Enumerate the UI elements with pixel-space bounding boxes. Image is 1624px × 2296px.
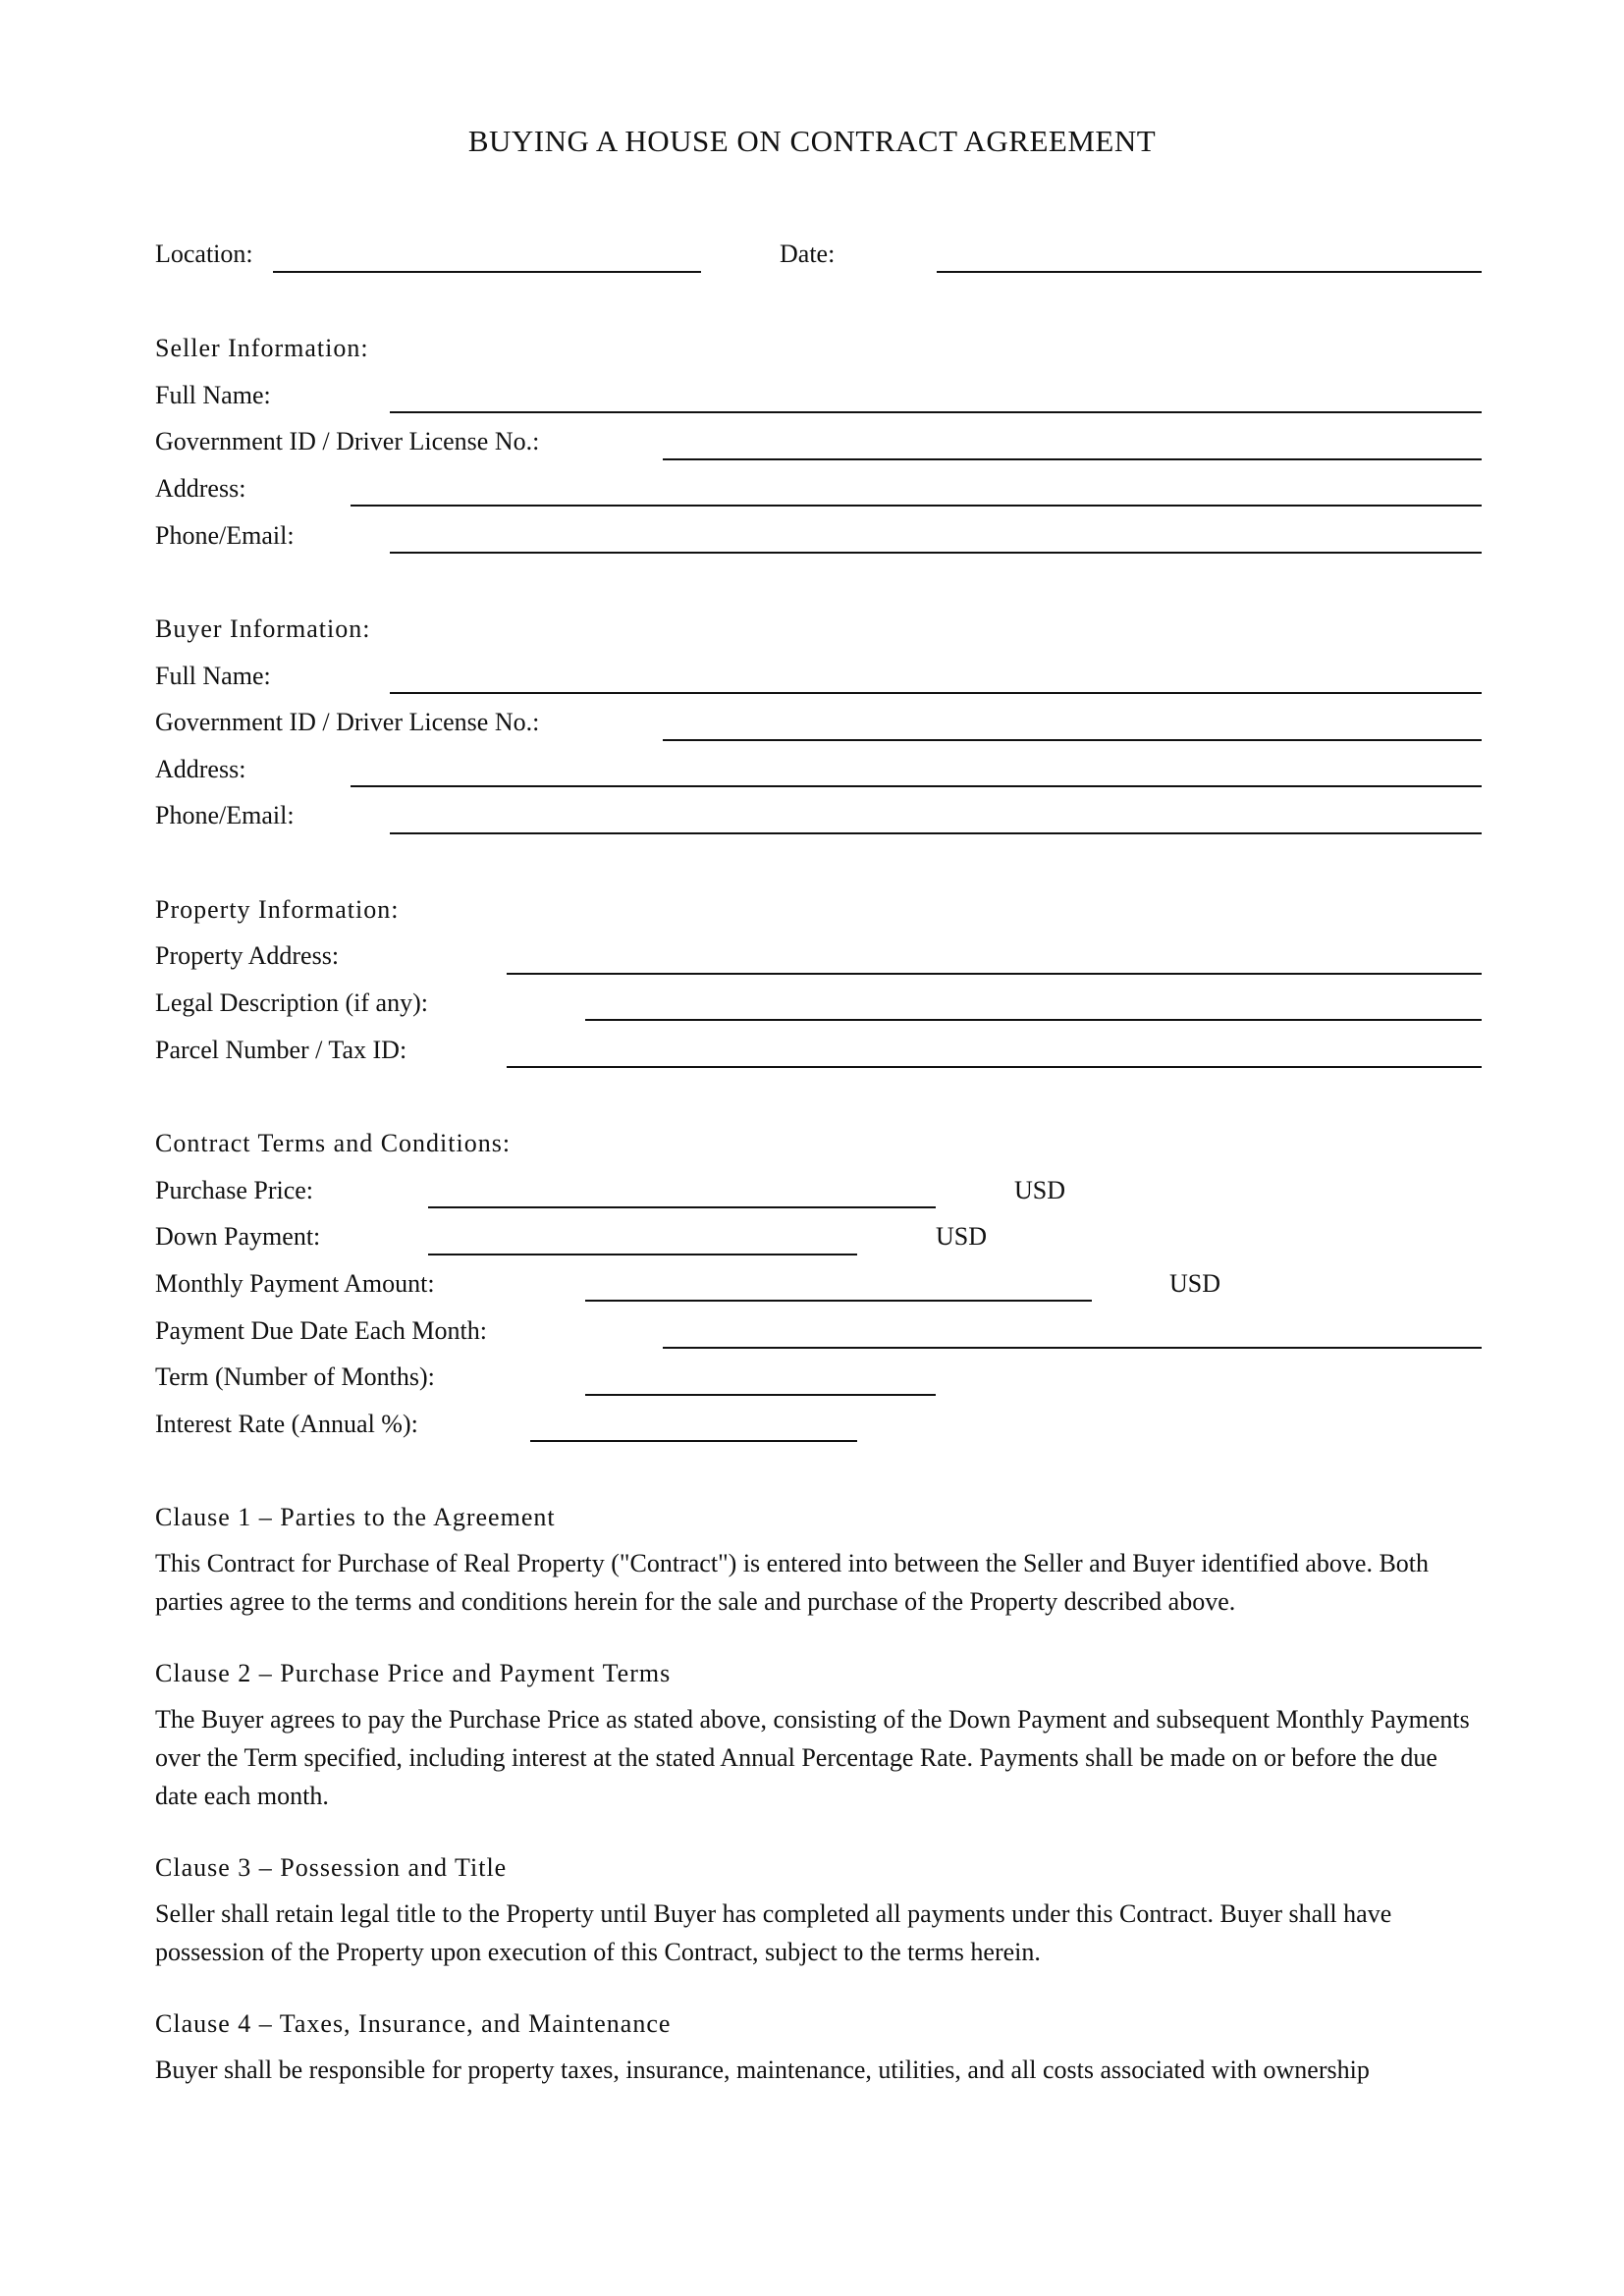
buyer-heading: Buyer Information: [155, 614, 371, 643]
clause-2-heading: Clause 2 – Purchase Price and Payment Terms [155, 1659, 672, 1687]
seller-address-label: Address: [155, 474, 246, 503]
seller-full-name-label: Full Name: [155, 381, 271, 409]
down-payment-field[interactable] [428, 1254, 857, 1255]
clause-1-heading: Clause 1 – Parties to the Agreement [155, 1503, 556, 1531]
seller-phone-email-label: Phone/Email: [155, 521, 295, 550]
location-field[interactable] [273, 271, 701, 273]
purchase-price-label: Purchase Price: [155, 1176, 314, 1204]
buyer-address-label: Address: [155, 755, 246, 783]
parcel-number-label: Parcel Number / Tax ID: [155, 1036, 407, 1064]
clause-1-text: This Contract for Purchase of Real Property ("Contract") is entered into between the Seller and Buyer identified above. Both parties agree to the terms and conditions herein for the sale and purchase of the Property described above. [155, 1549, 1430, 1616]
clause-4-heading: Clause 4 – Taxes, Insurance, and Maintenance [155, 2009, 672, 2038]
monthly-payment-label: Monthly Payment Amount: [155, 1269, 435, 1298]
seller-heading: Seller Information: [155, 334, 369, 362]
terms-heading: Contract Terms and Conditions: [155, 1129, 512, 1157]
legal-description-field[interactable] [585, 1019, 1482, 1021]
location-label: Location: [155, 240, 253, 268]
clause-3-heading: Clause 3 – Possession and Title [155, 1853, 508, 1882]
buyer-gov-id-field[interactable] [663, 739, 1482, 741]
down-payment-label: Down Payment: [155, 1222, 321, 1251]
seller-gov-id-label: Government ID / Driver License No.: [155, 427, 540, 455]
date-field[interactable] [937, 271, 1482, 273]
date-label: Date: [780, 240, 836, 268]
buyer-gov-id-label: Government ID / Driver License No.: [155, 708, 540, 736]
clause-4-text: Buyer shall be responsible for property taxes, insurance, maintenance, utilities, and all costs associated with ownership [155, 2056, 1370, 2084]
parcel-number-field[interactable] [507, 1066, 1482, 1068]
buyer-full-name-label: Full Name: [155, 662, 271, 690]
property-address-label: Property Address: [155, 941, 340, 970]
clause-3-text: Seller shall retain legal title to the Property until Buyer has completed all payments under this Contract. Buyer shall have possession of the Property upon execution of this Contract, subject to the terms herein. [155, 1899, 1392, 1966]
buyer-phone-email-label: Phone/Email: [155, 801, 295, 829]
monthly-payment-currency: USD [1169, 1269, 1221, 1298]
seller-full-name-field[interactable] [390, 411, 1482, 413]
due-date-label: Payment Due Date Each Month: [155, 1316, 487, 1345]
monthly-payment-field[interactable] [585, 1300, 1092, 1302]
due-date-field[interactable] [663, 1347, 1482, 1349]
seller-phone-email-field[interactable] [390, 552, 1482, 554]
document-title: BUYING A HOUSE ON CONTRACT AGREEMENT [467, 124, 1157, 158]
buyer-address-field[interactable] [351, 785, 1482, 787]
clause-2-text: The Buyer agrees to pay the Purchase Price as stated above, consisting of the Down Payment and subsequent Monthly Payments over the Term specified, including interest at the stated Annual Percentage Rate. Payments shall be made on or before the due date each month. [155, 1705, 1470, 1810]
buyer-phone-email-field[interactable] [390, 832, 1482, 834]
purchase-price-currency: USD [1014, 1176, 1066, 1204]
purchase-price-field[interactable] [428, 1206, 936, 1208]
property-address-field[interactable] [507, 973, 1482, 975]
interest-rate-field[interactable] [530, 1440, 857, 1442]
seller-address-field[interactable] [351, 505, 1482, 507]
seller-gov-id-field[interactable] [663, 458, 1482, 460]
interest-rate-label: Interest Rate (Annual %): [155, 1410, 418, 1438]
buyer-full-name-field[interactable] [390, 692, 1482, 694]
term-months-field[interactable] [585, 1394, 936, 1396]
legal-description-label: Legal Description (if any): [155, 988, 428, 1017]
term-months-label: Term (Number of Months): [155, 1362, 435, 1391]
down-payment-currency: USD [936, 1222, 988, 1251]
property-heading: Property Information: [155, 895, 400, 924]
